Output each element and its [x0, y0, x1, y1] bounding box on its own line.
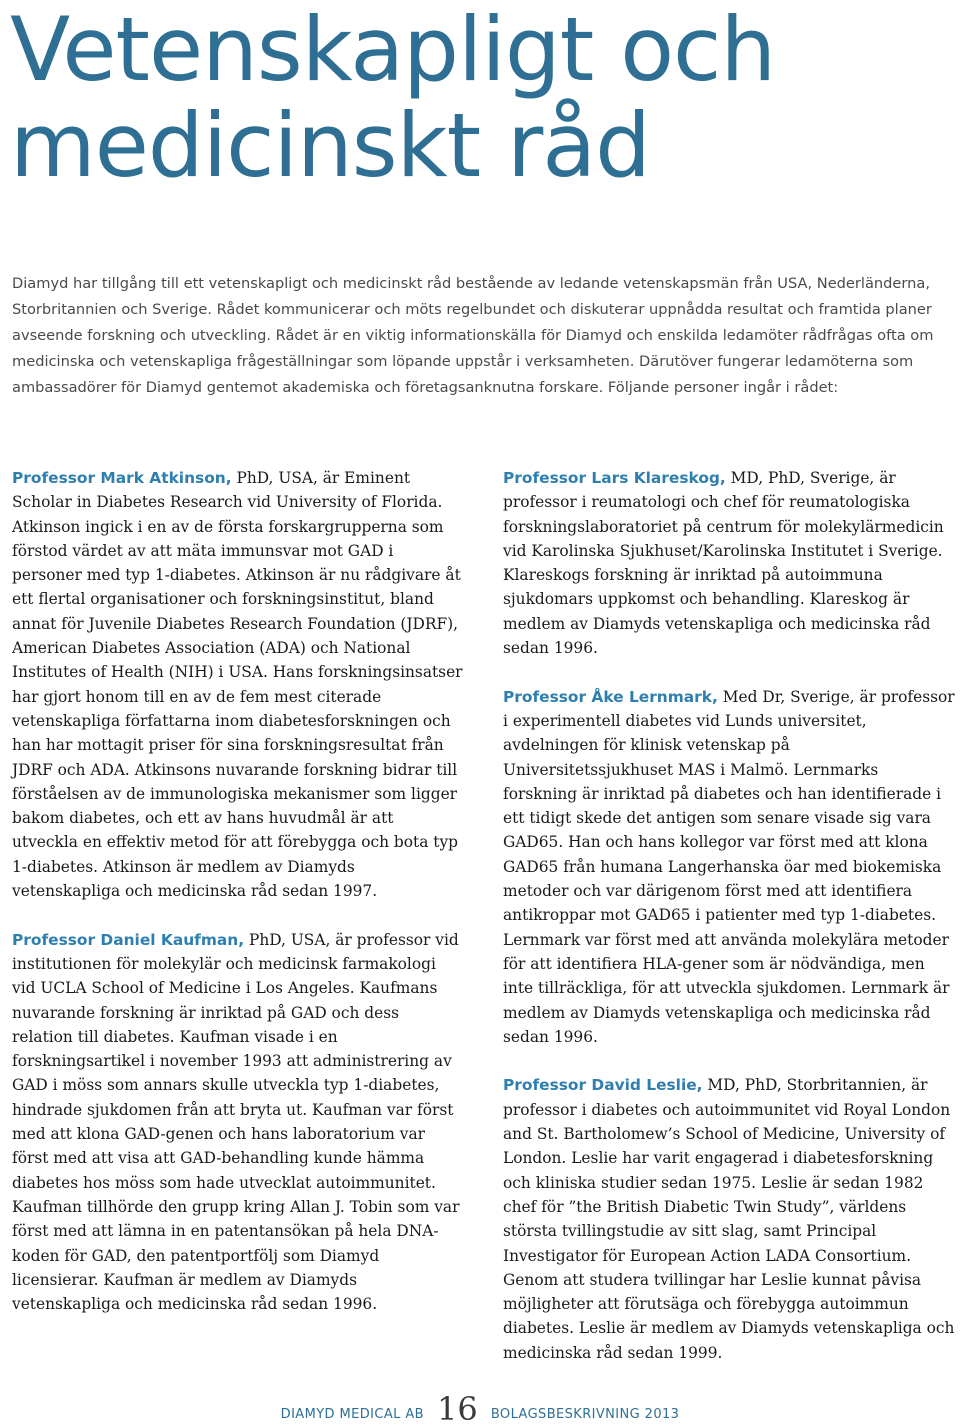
person-name: Professor Daniel Kaufman,	[12, 930, 245, 949]
left-column	[12, 466, 464, 1341]
right-column	[503, 466, 955, 1389]
person-bio: MD, PhD, Storbritannien, är professor i diabetes och autoimmunitet vid Royal London and St. Bartholomew’s School of Medicine, University of London. Leslie har varit engagerad i diabetesforskning och kliniska studier sedan 1975. Leslie är sedan 1982 chef för ”the British Diabetic Twin Study”, världens största tvillingstudie av sitt slag, samt Principal Investigator för European Action LADA Consortium. Genom att studera tvillingar har Leslie kunnat påvisa möjligheter att förutsäga och förebygga autoimmun diabetes. Leslie är medlem av Diamyds vetenskapliga och medicinska råd sedan 1999.	[503, 1076, 955, 1362]
person-name: Professor Lars Klareskog,	[503, 469, 726, 487]
bio-lars-klareskog	[503, 466, 955, 660]
bio-mark-atkinson	[12, 466, 464, 903]
page-number: 16	[437, 1390, 478, 1428]
person-bio: PhD, USA, är professor vid institutionen för molekylär och medicinsk farmakologi vid UCLA School of Medicine i Los Angeles. Kaufmans nuvarande forskning är inriktad på GAD och dess relation till diabetes. Kaufman visade i en forskningsartikel i november 1993 att administrering av GAD i möss som annars skulle utveckla typ 1-diabetes, hindrade sjukdomen från att bryta ut. Kaufman var först med att klona GAD-genen och hans laboratorium var först med att visa att GAD-behandling kunde hämma diabetes hos möss som hade utvecklat autoimmunitet. Kaufman tillhörde den grupp kring Allan J. Tobin som var först med att lämna in en patentansökan på hela DNA-koden för GAD, den patentportfölj som Diamyd licensierar. Kaufman är medlem av Diamyds vetenskapliga och medicinska råd sedan 1996.	[12, 930, 460, 1314]
footer-document: BOLAGSBESKRIVNING 2013	[490, 1407, 680, 1422]
person-bio: Med Dr, Sverige, är professor i experimentell diabetes vid Lunds universitet, avdelningen för klinisk vetenskap på Universitetssjukhuset MAS i Malmö. Lernmarks forskning är inriktad på diabetes och han identifierade i ett tidigt skede det antigen som senare visade sig vara GAD65. Han och hans kollegor var först med att klona GAD65 från humana Langerhanska öar med biokemiska metoder och var därigenom först med att identifiera antikroppar mot GAD65 i patienter med typ 1-diabetes. Lernmark var först med att använda molekylära metoder för att identifiera HLA-gener som är nödvändiga, men inte tillräckliga, för att utveckla sjukdomen. Lernmark är medlem av Diamyds vetenskapliga och medicinska råd sedan 1996.	[503, 687, 955, 1046]
page-title: Vetenskapligt och medicinskt råd	[10, 0, 776, 197]
person-name: Professor Åke Lernmark,	[503, 687, 718, 706]
person-name: Professor Mark Atkinson,	[12, 469, 232, 487]
bio-ake-lernmark	[503, 685, 955, 1049]
bio-daniel-kaufman	[12, 928, 464, 1317]
person-bio: MD, PhD, Sverige, är professor i reumatologi och chef för reumatologiska forskningslaboratoriet på centrum för molekylärmedicin vid Karolinska Sjukhuset/Karolinska Institutet i Sverige. Klareskogs forskning är inriktad på autoimmuna sjukdomars uppkomst och behandling. Klareskog är medlem av Diamyds vetenskapliga och medicinska råd sedan 1996.	[503, 469, 944, 658]
bio-david-leslie	[503, 1073, 955, 1365]
person-bio: PhD, USA, är Eminent Scholar in Diabetes Research vid University of Florida. Atkinson ingick i en av de första forskargrupperna som förstod värdet av att mäta immunsvar mot GAD i personer med typ 1-diabetes. Atkinson är nu rådgivare åt ett flertal organisationer och forskningsinstitut, bland annat för Juvenile Diabetes Research Foundation (JDRF), American Diabetes Association (ADA) och National Institutes of Health (NIH) i USA. Hans forskningsinsatser har gjort honom till en av de fem mest citerade vetenskapliga författarna inom diabetesforskningen och han har mottagit priser för sina forskningsresultat från JDRF och ADA. Atkinsons nuvarande forskning bidrar till förståelsen av de immunologiska mekanismer som ligger bakom diabetes, och ett av hans huvudmål är att utveckla en effektiv metod för att förebygga och bota typ 1-diabetes. Atkinson är medlem av Diamyds vetenskapliga och medicinska råd sedan 1997.	[12, 469, 463, 901]
intro-paragraph: Diamyd har tillgång till ett vetenskapligt och medicinskt råd bestående av ledande vetenskapsmän från USA, Nederländerna, Storbritannien och Sverige. Rådet kommunicerar och möts regelbundet och diskuterar uppnådda resultat och framtida planer avseende forskning och utveckling. Rådet är en viktig informationskälla för Diamyd och enskilda ledamöter rådfrågas ofta om medicinska och vetenskapliga frågeställningar som löpande uppstår i verksamheten. Därutöver fungerar ledamöterna som ambassadörer för Diamyd gentemot akademiska och företagsanknutna forskare. Följande personer ingår i rådet:	[12, 275, 934, 396]
footer-company: DIAMYD MEDICAL AB	[280, 1407, 424, 1422]
person-name: Professor David Leslie,	[503, 1076, 703, 1095]
page-footer	[0, 1390, 960, 1426]
